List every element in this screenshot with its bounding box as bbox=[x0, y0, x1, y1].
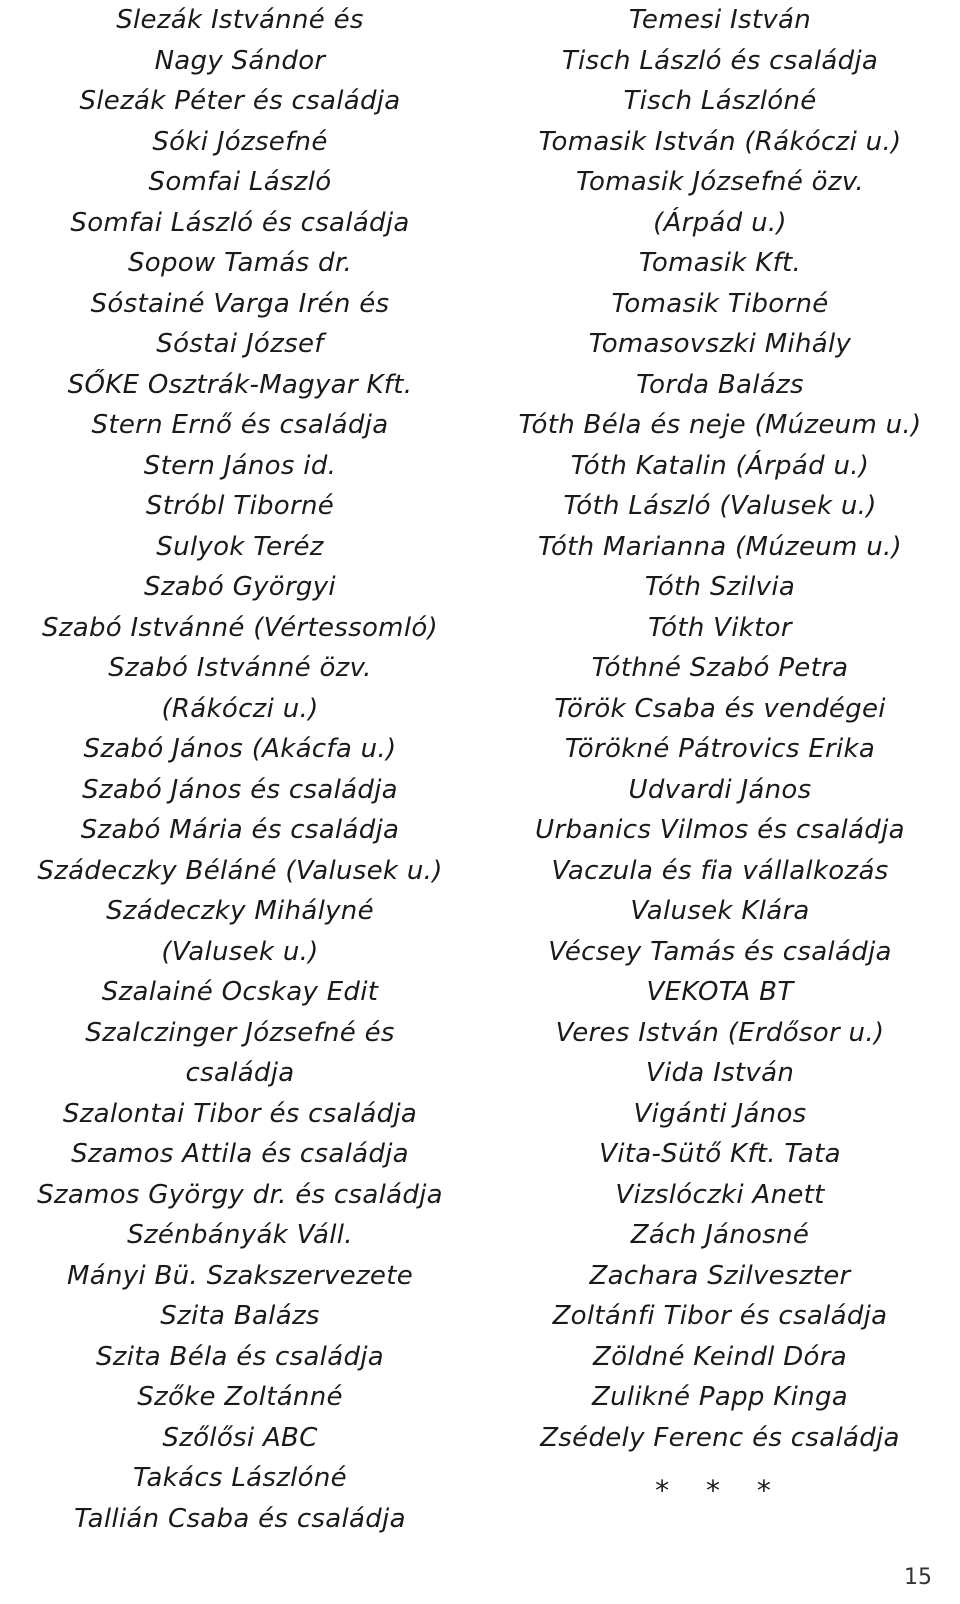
list-item: Torda Balázs bbox=[636, 369, 804, 400]
list-item: Valusek Klára bbox=[630, 896, 810, 926]
list-item: Sóstai József bbox=[156, 329, 324, 359]
list-item: Szádeczky Béláné (Valusek u.) bbox=[37, 855, 443, 886]
list-item: Tomasik Tiborné bbox=[611, 288, 829, 319]
left-name-column bbox=[0, 0, 480, 1539]
list-item: Szalontai Tibor és családja bbox=[62, 1098, 418, 1129]
list-item: Tóth László (Valusek u.) bbox=[563, 491, 877, 521]
list-item: SŐKE Osztrák-Magyar Kft. bbox=[67, 369, 413, 400]
list-item: Zách Jánosné bbox=[630, 1220, 810, 1250]
list-item: VEKOTA BT bbox=[646, 977, 794, 1007]
list-item: Tóth Szilvia bbox=[644, 572, 796, 602]
list-item: Tomasik István (Rákóczi u.) bbox=[538, 126, 902, 157]
list-item: Szamos György dr. és családja bbox=[37, 1179, 443, 1210]
list-item: Szénbányák Váll. bbox=[127, 1220, 353, 1250]
list-item: családja bbox=[185, 1058, 295, 1088]
list-item: Szita Béla és családja bbox=[95, 1341, 385, 1372]
list-item: Stern Ernő és családja bbox=[91, 410, 389, 440]
list-item: Sóki Józsefné bbox=[152, 126, 328, 157]
list-item: (Árpád u.) bbox=[653, 207, 787, 238]
list-item: Mányi Bü. Szakszervezete bbox=[67, 1260, 413, 1291]
list-item: Stern János id. bbox=[143, 450, 337, 481]
list-item: Szabó Istvánné (Vértessomló) bbox=[42, 612, 438, 643]
list-item: Zulikné Papp Kinga bbox=[591, 1382, 848, 1412]
list-item: Somfai László bbox=[148, 167, 332, 197]
list-item: Tomasovszki Mihály bbox=[588, 329, 852, 359]
list-item: Tomasik Kft. bbox=[638, 248, 802, 278]
list-item: Tóth Béla és neje (Múzeum u.) bbox=[518, 410, 922, 440]
list-item: Takács Lászlóné bbox=[133, 1463, 347, 1493]
list-item: Slezák Istvánné és bbox=[116, 5, 364, 35]
list-item: Veres István (Erdősor u.) bbox=[555, 1017, 885, 1048]
list-item: Szabó Mária és családja bbox=[80, 815, 400, 845]
list-item: Nagy Sándor bbox=[154, 45, 326, 76]
list-item: Vizslóczki Anett bbox=[615, 1179, 825, 1210]
list-item: Szamos Attila és családja bbox=[71, 1139, 409, 1169]
list-item: Urbanics Vilmos és családja bbox=[535, 815, 905, 845]
list-item: Vida István bbox=[645, 1058, 795, 1088]
list-item: Slezák Péter és családja bbox=[79, 86, 401, 116]
list-item: Vaczula és fia vállalkozás bbox=[551, 855, 889, 886]
list-item: Török Csaba és vendégei bbox=[554, 693, 886, 724]
list-item: (Rákóczi u.) bbox=[161, 693, 319, 724]
list-item: Szabó János és családja bbox=[82, 774, 398, 805]
list-item: Szalczinger Józsefné és bbox=[85, 1017, 395, 1048]
list-item: Sopow Tamás dr. bbox=[127, 248, 353, 278]
list-item: Tóth Viktor bbox=[648, 612, 792, 643]
list-item: Zsédely Ferenc és családja bbox=[540, 1422, 900, 1453]
section-separator: * * * bbox=[655, 1474, 785, 1507]
list-item: Vigánti János bbox=[633, 1098, 807, 1129]
list-item: Tóthné Szabó Petra bbox=[591, 653, 849, 683]
list-item: Szalainé Ocskay Edit bbox=[101, 977, 379, 1007]
list-item: Temesi István bbox=[628, 5, 812, 35]
list-item: (Valusek u.) bbox=[161, 936, 319, 967]
list-item: Sóstainé Varga Irén és bbox=[90, 288, 390, 319]
list-item: Szabó János (Akácfa u.) bbox=[83, 734, 397, 764]
list-item: Somfai László és családja bbox=[70, 207, 410, 238]
list-item: Szőlősi ABC bbox=[162, 1422, 318, 1453]
list-item: Zoltánfi Tibor és családja bbox=[552, 1301, 888, 1331]
list-item: Tisch László és családja bbox=[561, 45, 879, 76]
list-item: Zöldné Keindl Dóra bbox=[593, 1341, 847, 1372]
list-item: Zachara Szilveszter bbox=[589, 1260, 851, 1291]
list-item: Szabó Györgyi bbox=[144, 572, 336, 602]
list-item: Tóth Marianna (Múzeum u.) bbox=[537, 531, 903, 562]
list-item: Tóth Katalin (Árpád u.) bbox=[570, 450, 870, 481]
list-item: Sulyok Teréz bbox=[156, 531, 324, 562]
list-item: Szita Balázs bbox=[160, 1301, 320, 1331]
right-name-column bbox=[480, 0, 960, 1458]
list-item: Stróbl Tiborné bbox=[145, 491, 335, 521]
list-item: Tallián Csaba és családja bbox=[74, 1503, 406, 1534]
list-item: Szádeczky Mihályné bbox=[106, 896, 374, 926]
list-item: Tisch Lászlóné bbox=[623, 86, 817, 116]
page-number: 15 bbox=[904, 1565, 932, 1590]
list-item: Szőke Zoltánné bbox=[137, 1382, 343, 1412]
list-item: Vécsey Tamás és családja bbox=[548, 936, 892, 967]
list-item: Törökné Pátrovics Erika bbox=[564, 734, 876, 764]
list-item: Tomasik Józsefné özv. bbox=[576, 167, 864, 197]
list-item: Vita-Sütő Kft. Tata bbox=[599, 1139, 841, 1169]
list-item: Szabó Istvánné özv. bbox=[108, 653, 372, 683]
list-item: Udvardi János bbox=[628, 774, 812, 805]
